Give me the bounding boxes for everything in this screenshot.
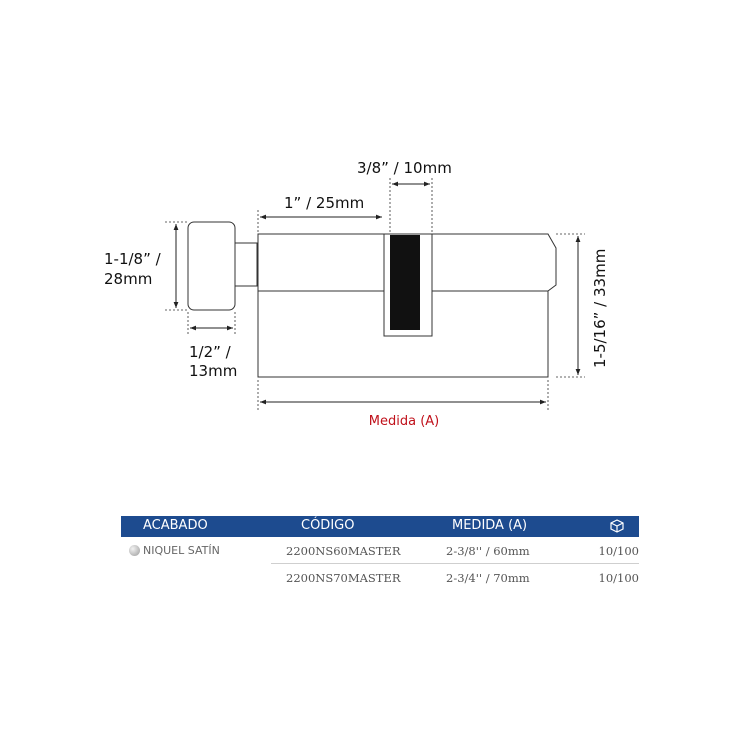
knob-spindle (235, 243, 257, 286)
nickel-swatch-icon (129, 545, 140, 556)
knob-width-label: 1/2” / (189, 343, 231, 361)
cam (390, 235, 420, 330)
header-finish: ACABADO (143, 518, 208, 533)
cylinder-outline (188, 222, 556, 377)
code-cell: 2200NS70MASTER (286, 571, 401, 585)
cam-width-label: 3/8” / 10mm (357, 159, 452, 177)
table-row (121, 564, 639, 591)
finish-cell: NIQUEL SATÍN (129, 544, 220, 557)
code-cell: 2200NS60MASTER (286, 544, 401, 558)
table-header (121, 516, 639, 537)
offset-label: 1” / 25mm (284, 194, 365, 212)
pack-cell: 10/100 (598, 571, 639, 585)
header-code: CÓDIGO (301, 518, 355, 533)
knob-height-label: 1-1/8” / (104, 250, 161, 268)
specification-table (121, 516, 639, 591)
box-icon (610, 519, 624, 537)
body-height-label: 1-5/16” / 33mm (591, 248, 609, 368)
table-row (121, 537, 639, 564)
knob-height-label: 28mm (104, 270, 153, 288)
header-size: MEDIDA (A) (452, 518, 528, 533)
pack-cell: 10/100 (598, 544, 639, 558)
knob-width-label: 13mm (189, 362, 238, 380)
size-cell: 2-3/8'' / 60mm (446, 544, 530, 558)
length-label: Medida (A) (368, 414, 440, 429)
thumb-turn-knob (188, 222, 235, 310)
size-cell: 2-3/4'' / 70mm (446, 571, 530, 585)
